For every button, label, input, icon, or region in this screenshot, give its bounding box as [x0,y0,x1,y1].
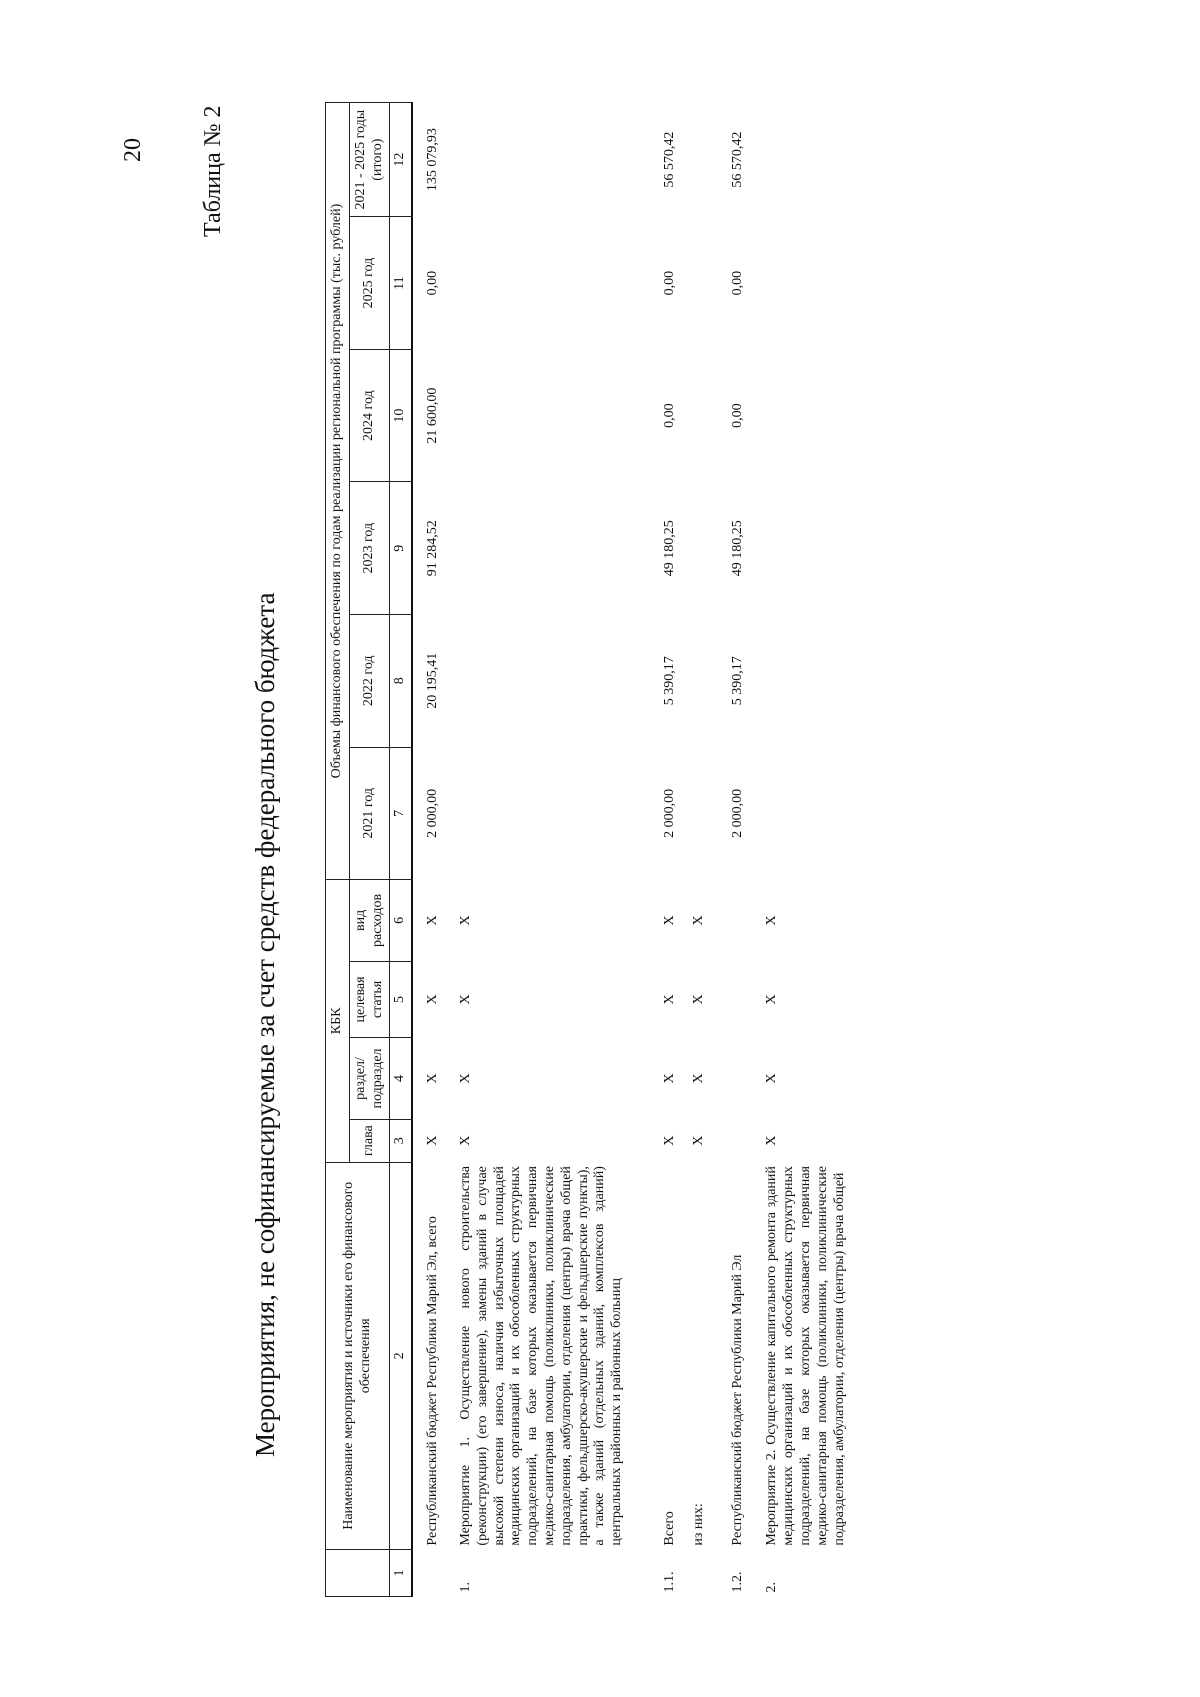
row-glava: X [412,1119,452,1162]
row-glava [726,1119,759,1162]
financing-table [325,102,851,1597]
row-glava: X [661,1135,677,1146]
col-number: 9 [390,482,412,615]
row-total [758,103,851,217]
row-2025 [689,217,726,350]
row-2025: 0,00 [412,217,452,350]
row-2021: 2 000,00 [661,788,677,838]
col-number: 2 [390,1162,412,1550]
row-name: из них: [690,1503,706,1546]
col-number: 11 [390,217,412,350]
row-total [689,103,726,217]
header-razdel: раздел/ подраздел [349,1038,390,1120]
table-row [412,103,452,1597]
header-2023: 2023 год [349,482,390,615]
row-glava: X [690,1135,706,1146]
header-volumes: Объемы финансового обеспечения по годам реализации региональной программы (тыс. рублей) [326,103,350,880]
row-number: 1.1. [661,1571,677,1593]
row-name: Республиканский бюджет Республики Марий Эл [729,1254,745,1546]
row-glava: X [457,1135,473,1146]
header-2025: 2025 год [349,217,390,350]
row-statya: X [690,994,706,1005]
row-razdel: X [764,1073,780,1084]
row-2022 [758,614,851,747]
row-number: 2. [764,1582,780,1593]
row-2021 [689,747,726,880]
row-2022: 20 195,41 [412,614,452,747]
col-number: 12 [390,103,412,217]
row-name: Мероприятие 2. Осуществление капитального ремонта зданий медицинских организаций и их обособленных структурных подразделений, на базе которых оказывается первичная медико-санитарная помощь (поликлиники, поликлинические подразделения, амбулатории, отделения (центры) врача общей [764,1166,847,1546]
row-vid: X [412,880,452,962]
header-2021: 2021 год [349,747,390,880]
row-vid: X [764,915,780,926]
row-2021 [758,747,851,880]
header-statya: целевая статья [349,961,390,1037]
row-2022 [689,614,726,747]
row-razdel [726,1038,759,1120]
row-2025: 0,00 [729,270,745,296]
row-2022: 5 390,17 [729,656,745,706]
row-statya: X [661,994,677,1005]
header-vid: вид расходов [349,880,390,962]
col-number: 8 [390,614,412,747]
row-total: 56 570,42 [729,131,745,188]
row-vid: X [690,915,706,926]
row-statya: X [764,994,780,1005]
row-2021: 2 000,00 [412,747,452,880]
row-number: 1. [457,1582,473,1593]
row-number [689,1550,726,1597]
row-razdel: X [690,1073,706,1084]
financing-table-wrapper [325,102,851,1597]
row-2025: 0,00 [661,270,677,296]
row-vid [726,880,759,962]
row-2025 [758,217,851,350]
row-name: Республиканский бюджет Республики Марий Эл, всего [412,1162,452,1550]
row-statya: X [457,994,473,1005]
header-2022: 2022 год [349,614,390,747]
row-name: Мероприятие 1. Осуществление нового строительства (реконструкции) (его завершение), замены зданий в случае высокой степени износа, наличия избыточных площадей медицинских организаций и их обособленных структурных подразделений, на базе которых оказывается первичная медико-санитарная помощь (поликлиники, поликлинические подразделения, амбулатории, отделения (центры) врача общей практики, фельдшерско-акушерские и фельдшерские пункты), а также зданий (отдельных зданий, комплексов зданий) центральных районных и районных больниц [457,1166,625,1546]
row-total: 56 570,42 [661,131,677,188]
row-razdel: X [412,1038,452,1120]
header-glava: глава [349,1119,390,1162]
row-2023 [758,482,851,615]
row-2024 [689,349,726,482]
page-number: 20 [120,138,146,162]
col-number: 10 [390,349,412,482]
table-label: Таблица № 2 [200,105,226,237]
row-statya [726,961,759,1037]
row-2024: 0,00 [661,403,677,428]
row-glava: X [764,1135,780,1146]
row-2022: 5 390,17 [661,656,677,706]
row-2023: 91 284,52 [412,482,452,615]
row-2025 [452,217,656,350]
row-total [452,103,656,217]
page-title: Мероприятия, не софинансируемые за счет средств федерального бюджета [250,592,280,1457]
table-row [758,103,851,1597]
row-total: 135 079,93 [412,103,452,217]
col-number: 5 [390,961,412,1037]
row-2021 [452,747,656,880]
col-number: 3 [390,1119,412,1162]
row-2023 [452,482,656,615]
row-2024: 0,00 [729,403,745,428]
row-2023: 49 180,25 [661,520,677,577]
header-number-row [390,103,412,1597]
table-row [689,103,726,1597]
header-name: Наименование мероприятия и источники его финансового обеспечения [326,1162,390,1550]
row-2023: 49 180,25 [729,520,745,577]
row-2022 [452,614,656,747]
header-row-1 [326,103,350,1597]
row-razdel: X [661,1073,677,1084]
header-kbk: КБК [326,880,350,1162]
col-number: 7 [390,747,412,880]
col-number: 6 [390,880,412,962]
table-row [656,103,689,1597]
header-num-cell [326,1550,390,1597]
row-name: Всего [661,1511,677,1546]
row-vid: X [457,915,473,926]
table-row [452,103,656,1597]
row-2024 [758,349,851,482]
col-number: 1 [390,1550,412,1597]
row-2023 [689,482,726,615]
row-statya: X [412,961,452,1037]
col-number: 4 [390,1038,412,1120]
row-2024: 21 600,00 [412,349,452,482]
row-2021: 2 000,00 [729,788,745,838]
header-2024: 2024 год [349,349,390,482]
header-total: 2021 - 2025 годы (итого) [349,103,390,217]
row-number [412,1550,452,1597]
table-row [726,103,759,1597]
row-razdel: X [457,1073,473,1084]
row-2024 [452,349,656,482]
row-number: 1.2. [729,1571,745,1593]
row-vid: X [661,915,677,926]
